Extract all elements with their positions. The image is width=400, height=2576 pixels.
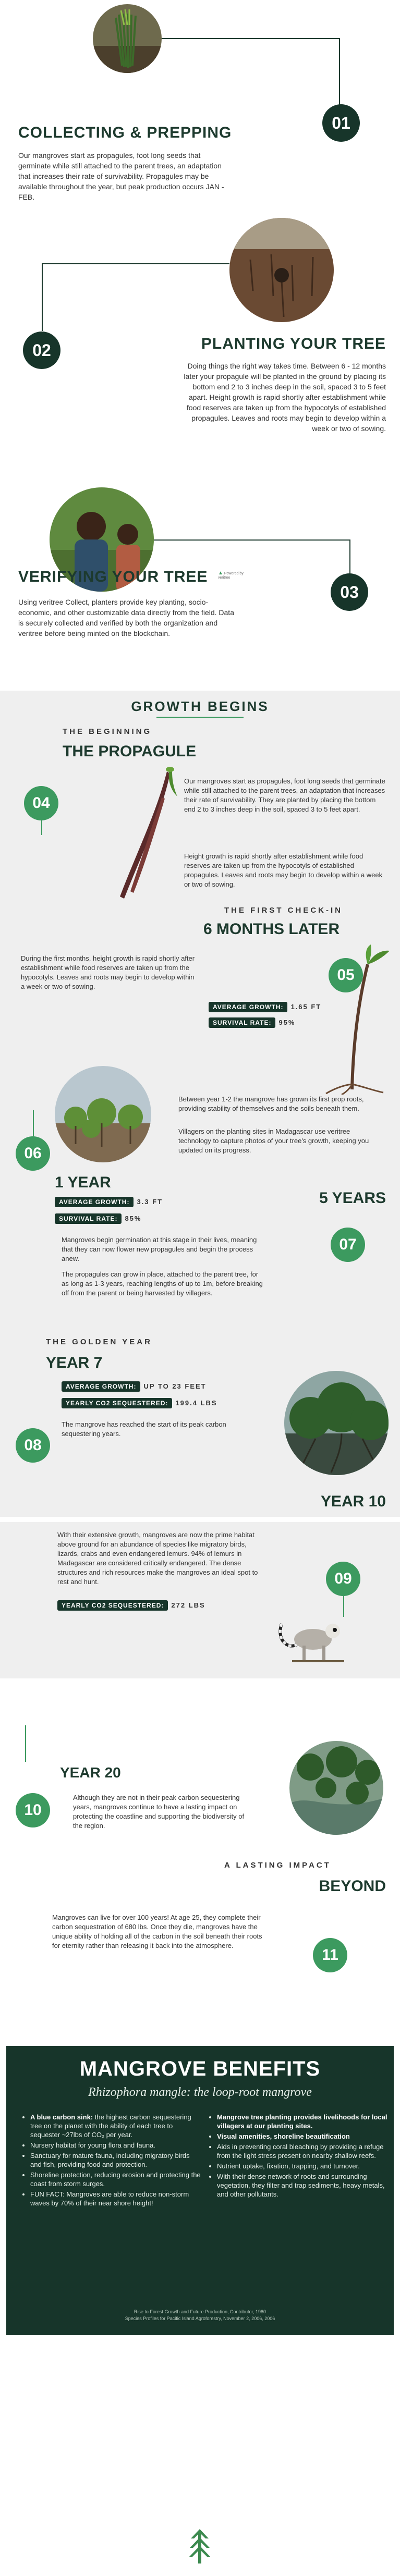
- divider: [156, 717, 244, 718]
- benefits-source: Species Profiles for Pacific Island Agroforestry, November 2, 2006, 2006: [125, 2316, 275, 2321]
- benefit-item-text: Nutrient uptake, fixation, trapping, and turnover.: [217, 2162, 360, 2170]
- section-kicker: A LASTING IMPACT: [224, 1861, 331, 1870]
- co2-sequestered-label: YEARLY CO2 SEQUESTERED:: [57, 1600, 168, 1611]
- benefit-item: [217, 2162, 389, 2170]
- section-title: YEAR 7: [46, 1354, 103, 1371]
- benefit-item-text: Nursery habitat for young flora and fauna.: [30, 2141, 155, 2149]
- connector-line: [33, 1110, 34, 1136]
- stat-row: [62, 1398, 217, 1408]
- veritree-leaf-icon: ▲: [218, 570, 223, 576]
- step-description: Using veritree Collect, planters provide key planting, socio-economic, and other customizable data directly from the field. Data is securely collected and verified by both the organization and veritree before being minted on the blockchain.: [18, 598, 234, 637]
- propagule-bundle-photo: [93, 4, 162, 73]
- connector-line: [349, 539, 350, 573]
- benefit-item-heading: A blue carbon sink:: [30, 2113, 93, 2121]
- average-growth-label: AVERAGE GROWTH:: [55, 1197, 134, 1207]
- benefit-item-text: With their dense network of roots and surrounding vegetation, they filter and trap sediments, heavy metals, and other pollutants.: [217, 2173, 385, 2198]
- section-title: 1 YEAR: [55, 1174, 111, 1191]
- survival-rate-label: SURVIVAL RATE:: [55, 1213, 122, 1224]
- section-description: With their extensive growth, mangroves are now the prime habitat above ground for an abundance of species like migratory birds, lizards, crabs and even endangered lemurs. 94% of lemurs in Madagascar are considered critically endangered. The dense structures and rich resources make the mangroves an ideal spot to rest and hunt.: [57, 1531, 258, 1586]
- benefits-title: MANGROVE BENEFITS: [79, 2057, 321, 2080]
- survival-rate-value: 85%: [125, 1215, 142, 1222]
- benefit-item: [30, 2190, 202, 2207]
- average-growth-value: 1.65 FT: [290, 1003, 322, 1011]
- year-twenty-aerial-photo: [289, 1741, 383, 1835]
- step-number-badge: 07: [331, 1228, 365, 1262]
- co2-sequestered-label: YEARLY CO2 SEQUESTERED:: [62, 1398, 172, 1408]
- propagule-illustration: [104, 766, 188, 907]
- benefit-item: [217, 2142, 389, 2160]
- veritree-badge-text: Powered by veritree: [218, 572, 244, 580]
- step-number-badge: 03: [331, 573, 368, 611]
- step-title: PLANTING YOUR TREE: [201, 335, 386, 352]
- step-number-badge: 06: [16, 1136, 50, 1171]
- lemur-illustration: [271, 1608, 349, 1665]
- connector-line: [25, 1725, 26, 1762]
- planting-field-photo: [229, 218, 334, 322]
- average-growth-label: AVERAGE GROWTH:: [209, 1002, 287, 1012]
- benefit-item-heading: Mangrove tree planting provides livelihoods for local villagers at our planting sites.: [217, 2113, 387, 2130]
- average-growth-value: 3.3 FT: [137, 1198, 163, 1206]
- average-growth-value: UP TO 23 FEET: [143, 1382, 207, 1390]
- benefit-item-text: FUN FACT: Mangroves are able to reduce non-storm waves by 70% of their near shore height!: [30, 2190, 189, 2207]
- benefits-list-right: [210, 2113, 389, 2200]
- benefit-item-text: Sanctuary for mature fauna, including migratory birds and fish, providing food and protection.: [30, 2152, 190, 2168]
- step-number-badge: 11: [313, 1938, 347, 1972]
- step-title: VERIFYING YOUR TREE: [18, 568, 208, 585]
- benefits-list-left: [23, 2113, 202, 2209]
- co2-sequestered-value: 272 LBS: [171, 1601, 205, 1609]
- benefit-item-text: Shoreline protection, reducing erosion and protecting the coast from storm surges.: [30, 2171, 201, 2188]
- section-description: Our mangroves start as propagules, foot long seeds that germinate while still attached to the parent trees, an adaptation that increases their rate of survivability. They are planted by placing the bottom end 2 to 3 inches deep in the soil, spaced 3 to 5 feet apart.: [184, 777, 385, 813]
- step-description: Our mangroves start as propagules, foot long seeds that germinate while still attached to the parent trees, an adaptation that increases their rate of survivability. Propagules may be available throughout the year, but peak production occurs JAN - FEB.: [18, 151, 224, 201]
- connector-line: [154, 539, 349, 541]
- year-seven-mangrove-photo: [284, 1371, 389, 1475]
- benefit-item: [30, 2151, 202, 2169]
- one-year-mangrove-photo: [55, 1066, 151, 1162]
- step-title: COLLECTING & PREPPING: [18, 124, 232, 141]
- benefits-subtitle: Rhizophora mangle: the loop-root mangrove: [88, 2086, 312, 2099]
- benefits-source: Rise to Forest Growth and Future Production, Contributor, 1980: [134, 2309, 266, 2314]
- section-title: 5 YEARS: [319, 1189, 386, 1207]
- survival-rate-value: 95%: [278, 1019, 296, 1026]
- section-title: THE PROPAGULE: [63, 743, 197, 760]
- step-number-badge: 10: [16, 1793, 50, 1827]
- section-title: 6 MONTHS LATER: [203, 921, 340, 938]
- stat-row: [62, 1381, 207, 1392]
- veritree-badge: [218, 570, 250, 580]
- step-number-badge: 01: [322, 104, 360, 142]
- benefit-item-text: Aids in preventing coral bleaching by providing a refuge from the light stress present on nearby shallow reefs.: [217, 2143, 384, 2160]
- benefit-item: [217, 2113, 389, 2130]
- section-description: The propagules can grow in place, attached to the parent tree, for as long as 1-3 years, reaching lengths of up to 1m, before breaking off from the parent or being harvested by villagers.: [62, 1270, 263, 1297]
- step-number-badge: 04: [24, 786, 58, 820]
- step-number-badge: 02: [23, 332, 60, 369]
- section-description: During the first months, height growth is rapid shortly after establishment while food reserves are taken up from the hypocotyls. Leaves and roots may begin to develop within a week or two of sowing.: [21, 954, 195, 990]
- survival-rate-label: SURVIVAL RATE:: [209, 1017, 275, 1028]
- connector-line: [339, 38, 340, 106]
- section-kicker: THE GOLDEN YEAR: [46, 1338, 152, 1346]
- benefit-item-heading: Visual amenities, shoreline beautification: [217, 2132, 350, 2140]
- section-kicker: THE BEGINNING: [63, 727, 152, 736]
- connector-line: [41, 820, 42, 835]
- section-description: Height growth is rapid shortly after establishment while food reserves are taken up from the hypocotyls of established propagules. Leaves and roots may begin to develop within a week or two of sowing.: [184, 852, 383, 888]
- stat-row: [209, 1017, 296, 1028]
- benefit-item: [217, 2132, 389, 2141]
- benefit-item: [30, 2141, 202, 2150]
- stat-row: [55, 1197, 163, 1207]
- step-number-badge: 05: [329, 958, 363, 992]
- connector-line: [42, 263, 43, 331]
- section-description: The mangrove has reached the start of its peak carbon sequestering years.: [62, 1420, 226, 1438]
- stat-row: [57, 1600, 205, 1611]
- section-title: BEYOND: [319, 1878, 386, 1895]
- growth-heading: GROWTH BEGINS: [131, 698, 269, 714]
- step-number-badge: 09: [326, 1562, 360, 1596]
- benefit-item: [217, 2172, 389, 2199]
- average-growth-label: AVERAGE GROWTH:: [62, 1381, 140, 1392]
- veritree-logo: [187, 2528, 213, 2565]
- benefit-item: [30, 2113, 202, 2139]
- co2-sequestered-value: 199.4 LBS: [175, 1399, 217, 1407]
- stat-row: [55, 1213, 142, 1224]
- seedling-illustration: [321, 943, 394, 1095]
- benefit-item: [30, 2170, 202, 2188]
- benefit-item-text: the highest carbon sequestering tree on the planet with the ability of each tree to sequester ~27lbs of CO₂ per year.: [30, 2113, 191, 2139]
- section-title: YEAR 10: [320, 1493, 386, 1510]
- step-description: Doing things the right way takes time. Between 6 - 12 months later your propagule will be planted in the ground by placing its bottom end 2 to 3 inches deep in the soil, spaced 3 to 5 feet apart. Height growth is rapid shortly after establishment while food reserves are taken up from the hypocotyls of established propagules. Leaves and roots may begin to develop within a week or two of sowing.: [184, 362, 386, 433]
- section-description: Mangroves begin germination at this stage in their lives, meaning that they can now flower new propagules and begin the process anew.: [62, 1236, 257, 1262]
- section-description: Although they are not in their peak carbon sequestering years, mangroves continue to have a lasting impact on protecting the coastline and supporting the biodiversity of the region.: [73, 1794, 245, 1830]
- section-description: Mangroves can live for over 100 years! At age 25, they complete their carbon sequestration of 680 lbs. Once they die, mangroves have the unique ability of holding all of the carbon in the soil beneath their roots for eternity rather than releasing it back into the atmosphere.: [52, 1913, 262, 1949]
- stat-row: [209, 1002, 321, 1012]
- connector-line: [42, 263, 229, 264]
- step-number-badge: 08: [16, 1428, 50, 1463]
- section-description: Villagers on the planting sites in Madagascar use veritree technology to capture photos of your tree's growth, keeping you updated on its progress.: [178, 1127, 369, 1154]
- section-description: Between year 1-2 the mangrove has grown its first prop roots, providing stability of themselves and the soils beneath them.: [178, 1095, 364, 1112]
- connector-line: [162, 38, 339, 39]
- section-kicker: THE FIRST CHECK-IN: [224, 906, 343, 915]
- benefits-panel: [6, 2046, 394, 2335]
- section-title: YEAR 20: [60, 1764, 121, 1781]
